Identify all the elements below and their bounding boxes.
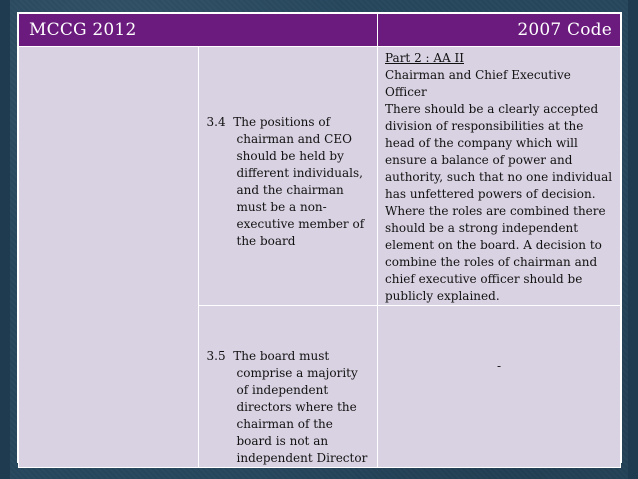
mccg-cell [198,306,378,468]
table-body [19,47,621,468]
header-row [19,14,621,47]
header-mccg-label: MCCG 2012 [29,20,137,40]
code-reference: Part 2 : AA II [385,51,464,65]
code-cell [378,306,621,468]
mccg-item [199,348,378,467]
table-row [19,47,621,306]
table [18,13,621,468]
left-blank-cell [19,47,199,468]
mccg-item [199,114,378,250]
code-cell [378,47,621,306]
table-header [19,14,621,47]
mccg-item-text: 3.4 The positions of chairman and CEO should be held by different individuals, and the chairman must be a non-executive member of the board [206,115,368,248]
header-mccg [19,14,378,47]
header-2007-code-label: 2007 Code [517,20,612,40]
mccg-cell [198,47,378,306]
header-2007-code [378,14,621,47]
code-text-block [378,47,620,305]
code-title: Chairman and Chief Executive Officer [385,68,571,99]
code-body: There should be a clearly accepted division of responsibilities at the head of the company which will ensure a balance of power and authority, such that no one individual has unfettered powers of decision. Where the roles are combined there should be a strong independent element on the board. A decision to combine the roles of chairman and chief executive officer should be publicly explained. [385,102,613,303]
code-dash: - [496,359,502,373]
mccg-item-text: 3.5 The board must comprise a majority of independent directors where the chairman of the board is not an independent Director [206,349,368,465]
comparison-table [17,12,622,463]
